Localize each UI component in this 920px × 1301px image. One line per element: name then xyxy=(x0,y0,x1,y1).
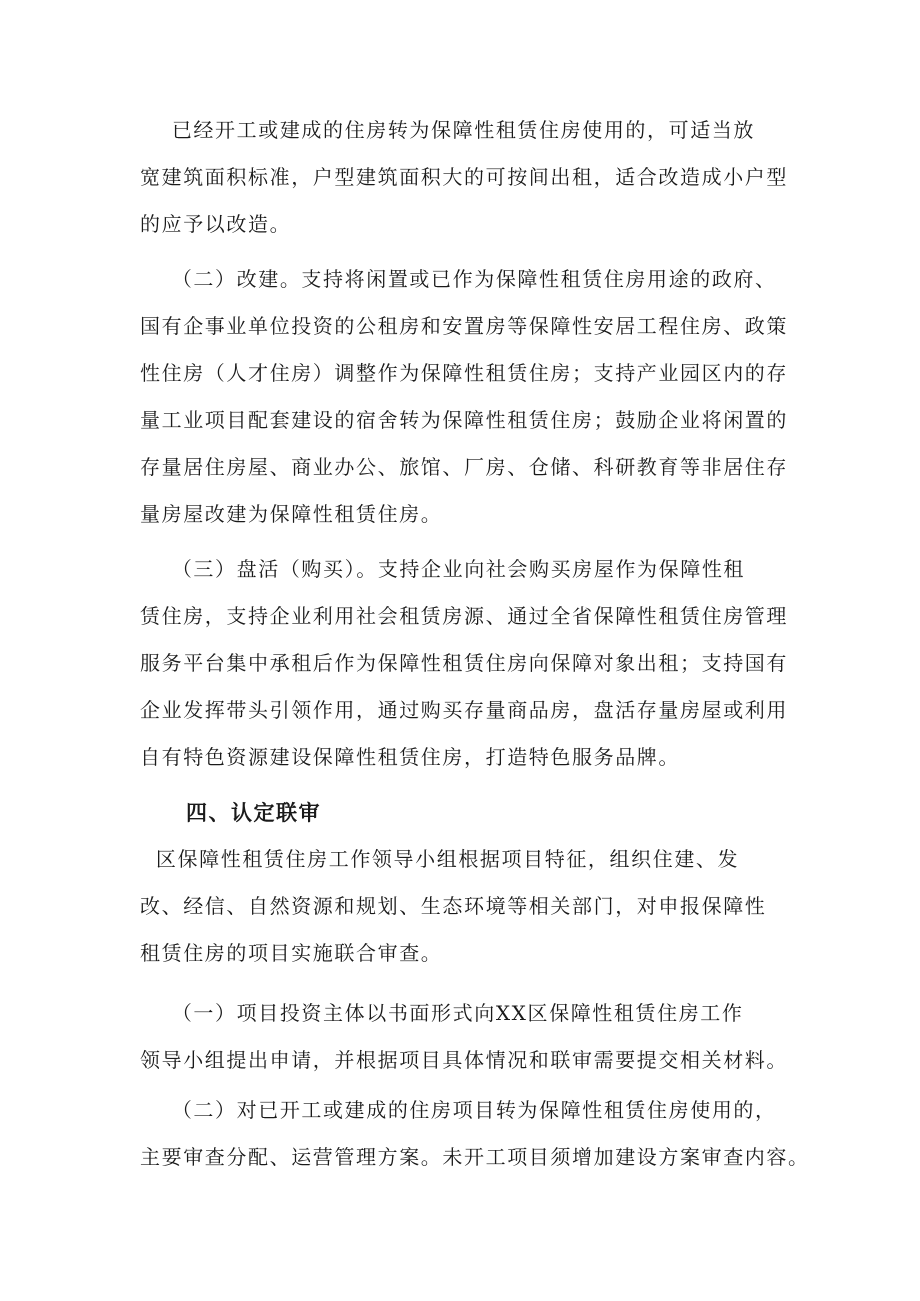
text-line: 已经开工或建成的住房转为保障性租赁住房使用的，可适当放 xyxy=(140,118,756,142)
text-line: （一）项目投资主体以书面形式向XX区保障性租赁住房工作 xyxy=(140,1001,744,1025)
paragraph-joint-review xyxy=(140,836,790,977)
text-line: 主要审查分配、运营管理方案。未开工项目须增加建设方案审查内容。 xyxy=(140,1145,810,1169)
text-line: 服务平台集中承租后作为保障性租赁住房向保障对象出租；支持国有 xyxy=(140,651,788,675)
text-line: 改、经信、自然资源和规划、生态环境等相关部门，对申报保障性 xyxy=(140,894,767,918)
text-line: 自有特色资源建设保障性租赁住房，打造特色服务品牌。 xyxy=(140,745,680,769)
section-heading-joint-review: 四、认定联审 xyxy=(186,801,321,825)
text-line: 宽建筑面积标准，户型建筑面积大的可按间出租，适合改造成小户型 xyxy=(140,165,788,189)
text-line: 国有企事业单位投资的公租房和安置房等保障性安居工程住房、政策 xyxy=(140,314,788,338)
text-line: （二）对已开工或建成的住房项目转为保障性租赁住房使用的， xyxy=(140,1098,777,1122)
paragraph-revitalize xyxy=(140,546,790,781)
paragraph-rebuild xyxy=(140,256,790,538)
paragraph-application xyxy=(140,990,790,1084)
text-line: （二）改建。支持将闲置或已作为保障性租赁住房用途的政府、 xyxy=(140,267,777,291)
text-line: 的应予以改造。 xyxy=(140,212,292,236)
paragraph-review-content xyxy=(140,1087,810,1181)
text-line: （三）盘活（购买）。支持企业向社会购买房屋作为保障性租 xyxy=(140,557,746,581)
text-line: 租赁住房的项目实施联合审查。 xyxy=(140,941,443,965)
text-line: 量房屋改建为保障性租赁住房。 xyxy=(140,502,443,526)
text-line: 赁住房，支持企业利用社会租赁房源、通过全省保障性租赁住房管理 xyxy=(140,604,788,628)
paragraph-housing-conversion xyxy=(140,107,790,248)
text-line: 领导小组提出申请，并根据项目具体情况和联审需要提交相关材料。 xyxy=(140,1048,788,1072)
text-line: 区保障性租赁住房工作领导小组根据项目特征，组织住建、发 xyxy=(140,847,740,871)
text-line: 存量居住房屋、商业办公、旅馆、厂房、仓储、科研教育等非居住存 xyxy=(140,455,788,479)
text-line: 量工业项目配套建设的宿舍转为保障性租赁住房；鼓励企业将闲置的 xyxy=(140,408,788,432)
text-line: 性住房（人才住房）调整作为保障性租赁住房；支持产业园区内的存 xyxy=(140,361,788,385)
text-line: 企业发挥带头引领作用，通过购买存量商品房，盘活存量房屋或利用 xyxy=(140,698,788,722)
